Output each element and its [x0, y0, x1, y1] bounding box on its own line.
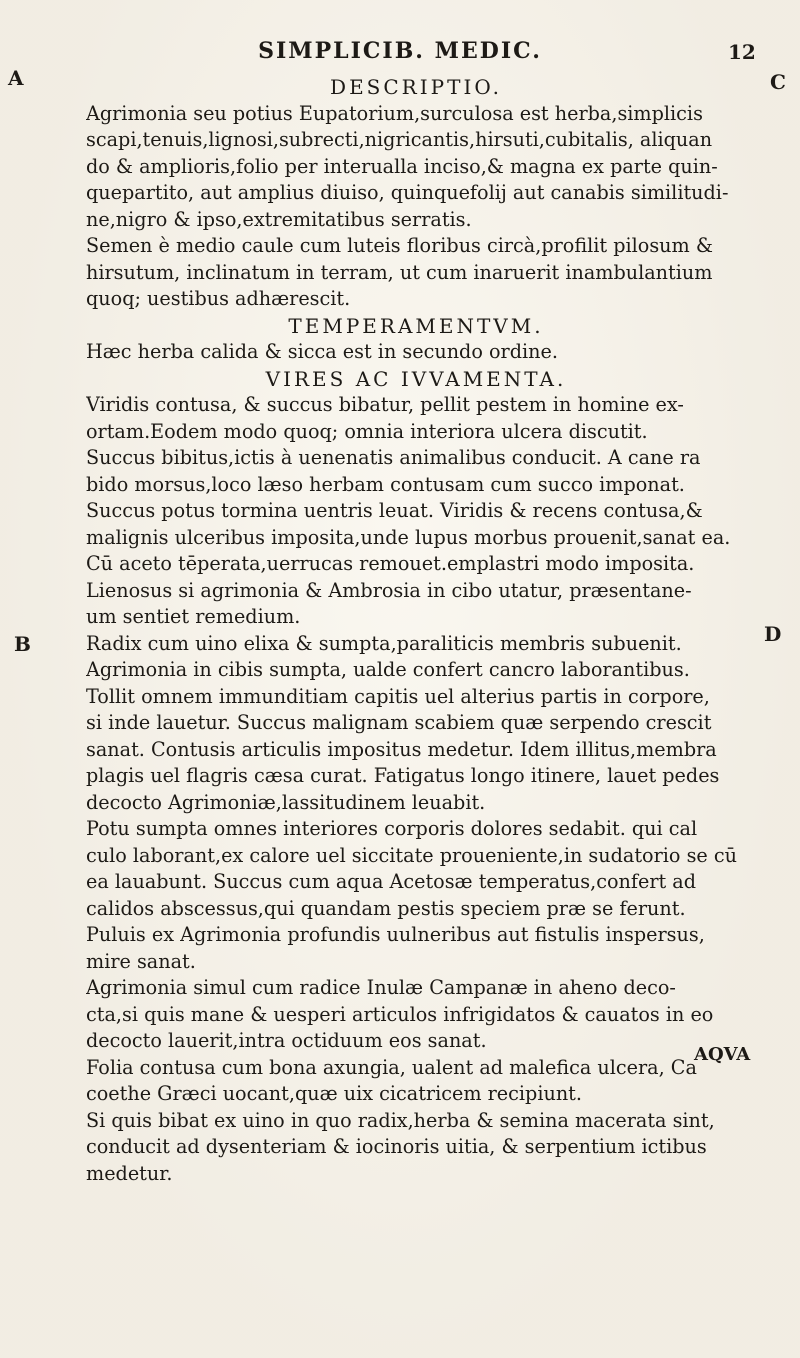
text-line: Semen è medio caule cum luteis floribus circà,profilit pilosum & [86, 234, 713, 257]
text-line: hirsutum, inclinatum in terram, ut cum inaruerit inambulantium [86, 260, 713, 284]
text-line: plagis uel flagris cæsa curat. Fatigatus longo itinere, lauet pedes [86, 764, 720, 787]
text-line: mire sanat. [86, 949, 196, 973]
text-line: culo laborant,ex calore uel siccitate proueniente,in sudatorio se cū [86, 843, 737, 867]
running-head: SIMPLICIB. MEDIC. [258, 38, 542, 64]
text-line: Si quis bibat ex uino in quo radix,herba & semina macerata sint, [86, 1108, 715, 1132]
catchword: AQVA [694, 1044, 751, 1065]
margin-letter-d: D [764, 622, 782, 646]
text-line: Folia contusa cum bona axungia, ualent ad malefica ulcera, Ca [86, 1055, 697, 1079]
text-line: cta,si quis mane & uesperi articulos infrigidatos & cauatos in eo [86, 1002, 714, 1026]
section-heading: TEMPERAMENTVM. [288, 313, 544, 338]
text-line: Agrimonia seu potius Eupatorium,surculosa est herba,simplicis [86, 101, 703, 125]
text-line: Lienosus si agrimonia & Ambrosia in cibo utatur, præsentane- [86, 578, 692, 602]
text-line: Succus potus tormina uentris leuat. Viridis & recens contusa,& [86, 499, 703, 522]
text-line: Radix cum uino elixa & sumpta,paraliticis membris subuenit. [86, 631, 682, 655]
text-line: si inde lauetur. Succus malignam scabiem quæ serpendo crescit [86, 711, 712, 734]
text-line: Puluis ex Agrimonia profundis uulneribus aut fistulis inspersus, [86, 923, 705, 946]
text-line: sanat. Contusis articulis impositus medetur. Idem illitus,membra [86, 737, 717, 761]
text-line: coethe Græci uocant,quæ uix cicatricem recipiunt. [86, 1082, 582, 1105]
text-line: Viridis contusa, & succus bibatur, pellit pestem in homine ex- [86, 393, 684, 416]
text-line: decocto Agrimoniæ,lassitudinem leuabit. [86, 790, 486, 814]
text-line: bido morsus,loco læso herbam contusam cum succo imponat. [86, 472, 685, 496]
text-line: conducit ad dysenteriam & iocinoris uitia, & serpentium ictibus [86, 1135, 707, 1158]
text-line: decocto lauerit,intra octiduum eos sanat. [86, 1029, 487, 1052]
text-line: calidos abscessus,qui quandam pestis speciem præ se ferunt. [86, 896, 686, 920]
text-line: quepartito, aut amplius diuiso, quinquefolij aut canabis similitudi- [86, 181, 729, 204]
text-line: Tollit omnem immunditiam capitis uel alterius partis in corpore, [86, 684, 710, 708]
text-line: Succus bibitus,ictis à uenenatis animalibus conducit. A cane ra [86, 446, 701, 469]
margin-letter-a: A [8, 66, 24, 90]
text-line: um sentiet remedium. [86, 605, 301, 628]
text-line: Agrimonia in cibis sumpta, ualde confert cancro laborantibus. [86, 658, 690, 681]
text-line: Cū aceto tēperata,uerrucas remouet.emplastri modo imposita. [86, 552, 695, 575]
section-heading: DESCRIPTIO. [330, 75, 502, 99]
text-line: ne,nigro & ipso,extremitatibus serratis. [86, 207, 472, 231]
text-line: Hæc herba calida & sicca est in secundo ordine. [86, 340, 558, 363]
section-heading: VIRES AC IVVAMENTA. [265, 366, 567, 391]
margin-letter-c: C [770, 70, 786, 94]
text-line: ortam.Eodem modo quoq; omnia interiora ulcera discutit. [86, 419, 648, 443]
text-line: malignis ulceribus imposita,unde lupus morbus prouenit,sanat ea. [86, 525, 731, 549]
margin-letter-b: B [14, 632, 31, 656]
text-line: scapi,tenuis,lignosi,subrecti,nigricantis,hirsuti,cubitalis, aliquan [86, 128, 713, 151]
text-line: quoq; uestibus adhærescit. [86, 287, 351, 310]
text-line: Potu sumpta omnes interiores corporis dolores sedabit. qui cal [86, 817, 698, 840]
text-line: ea lauabunt. Succus cum aqua Acetosæ temperatus,confert ad [86, 870, 697, 893]
text-line: do & amplioris,folio per interualla inciso,& magna ex parte quin- [86, 154, 718, 178]
page-number: 12 [728, 40, 756, 64]
text-line: medetur. [86, 1161, 173, 1185]
text-block [86, 74, 746, 1187]
text-line: Agrimonia simul cum radice Inulæ Campanæ in aheno deco- [86, 976, 676, 999]
